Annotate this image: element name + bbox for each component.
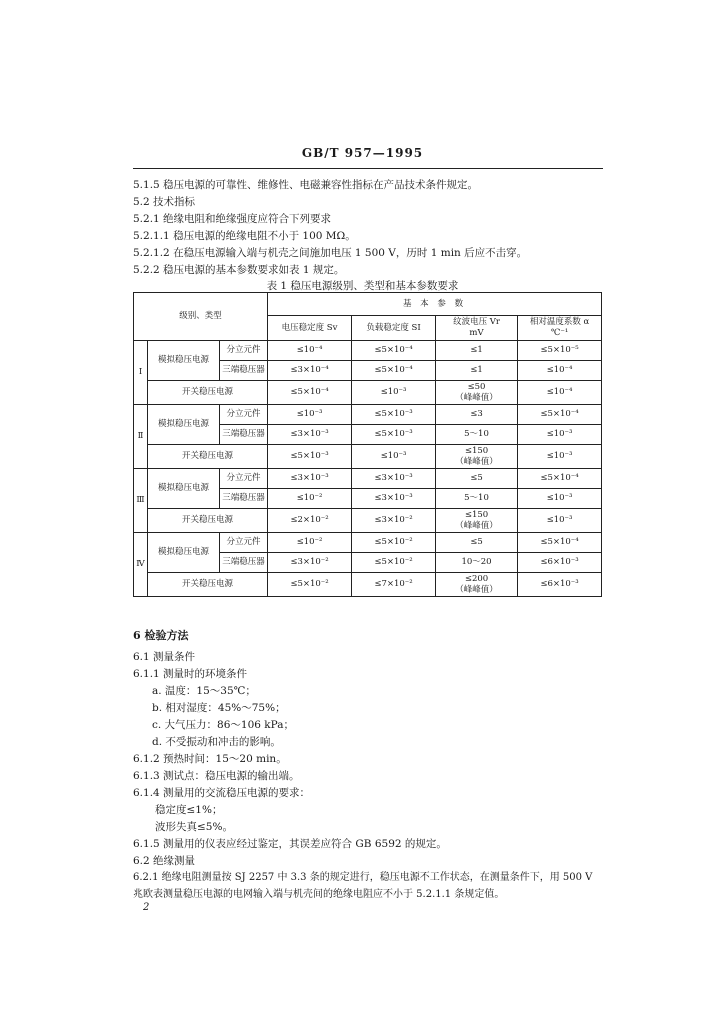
table-cell: ≤5	[436, 469, 518, 489]
table-cell: ≤5×10⁻⁴	[518, 405, 602, 425]
table-cell: 5～10	[436, 489, 518, 509]
clause-6-1-2: 6.1.2 预热时间：15～20 min。	[133, 753, 287, 765]
table-caption: 表 1 稳压电源级别、类型和基本参数要求	[266, 280, 459, 292]
table-cell: ≤5×10⁻⁴	[352, 361, 436, 381]
header-rule	[133, 168, 603, 169]
table-cell: ≤10⁻²	[268, 533, 352, 553]
clause-6-1-5: 6.1.5 测量用的仪表应经过鉴定，其误差应符合 GB 6592 的规定。	[133, 838, 447, 850]
table-cell: ≤5×10⁻³	[352, 425, 436, 445]
clause-6-1: 6.1 测量条件	[133, 651, 196, 663]
linear-label: 模拟稳压电源	[148, 533, 220, 573]
table-cell: ≤5×10⁻⁴	[518, 469, 602, 489]
grade-cell: Ⅲ	[134, 469, 148, 533]
clause-6-2-1-cont: 兆欧表测量稳压电源的电网输入端与机壳间的绝缘电阻应不小于 5.2.1.1 条规定值。	[133, 889, 505, 900]
table-cell: ≤3×10⁻²	[268, 553, 352, 573]
requirement-stability: 稳定度≤1%；	[155, 804, 223, 816]
table-cell: ≤10⁻³	[268, 405, 352, 425]
table-cell: ≤200 （峰峰值）	[436, 573, 518, 597]
switching-label: 开关稳压电源	[148, 509, 268, 533]
condition-a: a. 温度：15～35℃；	[152, 685, 256, 697]
table-cell: ≤10⁻⁴	[518, 361, 602, 381]
header-basic-params: 基 本 参 数	[268, 293, 602, 316]
table-cell: ≤5×10⁻⁴	[268, 381, 352, 405]
sub-discrete: 分立元件	[220, 405, 268, 425]
clause-5-2: 5.2 技术指标	[133, 196, 196, 208]
switching-label: 开关稳压电源	[148, 573, 268, 597]
table-cell: ≤5	[436, 533, 518, 553]
clause-6-1-3: 6.1.3 测试点：稳压电源的输出端。	[133, 770, 300, 782]
sub-three-terminal: 三端稳压器	[220, 425, 268, 445]
sub-three-terminal: 三端稳压器	[220, 361, 268, 381]
table-cell: ≤5×10⁻³	[268, 445, 352, 469]
section-6-title: 6 检验方法	[133, 629, 189, 642]
table-cell: ≤5×10⁻⁴	[352, 341, 436, 361]
clause-6-1-1: 6.1.1 测量时的环境条件	[133, 668, 248, 680]
table-cell: ≤10⁻³	[518, 425, 602, 445]
col-head-load-stability: 负载稳定度 SI	[352, 316, 436, 341]
table-cell: ≤10⁻³	[518, 445, 602, 469]
table-cell: ≤3×10⁻³	[268, 425, 352, 445]
linear-label: 模拟稳压电源	[148, 341, 220, 381]
requirement-distortion: 波形失真≤5%。	[155, 821, 233, 833]
table-cell: ≤10⁻³	[518, 509, 602, 533]
switching-label: 开关稳压电源	[148, 381, 268, 405]
linear-label: 模拟稳压电源	[148, 469, 220, 509]
table-cell: ≤5×10⁻⁵	[518, 341, 602, 361]
table-cell: ≤3×10⁻³	[268, 469, 352, 489]
table-cell: ≤10⁻³	[352, 381, 436, 405]
table-cell: ≤150 （峰峰值）	[436, 509, 518, 533]
page-number: 2	[143, 902, 150, 913]
standard-code-header: GB/T 957—1995	[301, 146, 424, 160]
table-cell: ≤10⁻⁴	[518, 381, 602, 405]
table-cell: ≤10⁻²	[268, 489, 352, 509]
clause-5-2-1-1: 5.2.1.1 稳压电源的绝缘电阻不小于 100 MΩ。	[133, 230, 356, 242]
table-cell: ≤10⁻³	[518, 489, 602, 509]
clause-6-1-4: 6.1.4 测量用的交流稳压电源的要求：	[133, 787, 311, 799]
table-cell: ≤10⁻³	[352, 445, 436, 469]
clause-5-2-2: 5.2.2 稳压电源的基本参数要求如表 1 规定。	[133, 264, 345, 276]
table-cell: ≤3×10⁻³	[352, 469, 436, 489]
col-head-ripple: 纹波电压 Vr mV	[436, 316, 518, 341]
table-cell: ≤3×10⁻²	[352, 509, 436, 533]
condition-c: c. 大气压力：86～106 kPa；	[152, 719, 295, 731]
grade-cell: I	[134, 341, 148, 405]
clause-6-2-1: 6.2.1 绝缘电阻测量按 SJ 2257 中 3.3 条的规定进行，稳压电源不工作状态，在测量条件下，用 500 V	[133, 872, 593, 883]
table-cell: ≤3×10⁻³	[352, 489, 436, 509]
table-cell: ≤5×10⁻²	[352, 533, 436, 553]
table-cell: ≤1	[436, 361, 518, 381]
clause-5-2-1-2: 5.2.1.2 在稳压电源输入端与机壳之间施加电压 1 500 V，历时 1 min 后应不击穿。	[133, 247, 528, 259]
linear-label: 模拟稳压电源	[148, 405, 220, 445]
table-cell: ≤5×10⁻³	[352, 405, 436, 425]
switching-label: 开关稳压电源	[148, 445, 268, 469]
table-cell: ≤3×10⁻⁴	[268, 361, 352, 381]
sub-discrete: 分立元件	[220, 341, 268, 361]
table-cell: ≤6×10⁻³	[518, 573, 602, 597]
table-cell: ≤10⁻⁴	[268, 341, 352, 361]
sub-discrete: 分立元件	[220, 469, 268, 489]
sub-discrete: 分立元件	[220, 533, 268, 553]
condition-b: b. 相对湿度：45%～75%；	[152, 702, 286, 714]
grade-cell: Ⅱ	[134, 405, 148, 469]
col-head-voltage-stability: 电压稳定度 Sv	[268, 316, 352, 341]
table-cell: ≤3	[436, 405, 518, 425]
clause-6-2: 6.2 绝缘测量	[133, 855, 196, 867]
table-cell: ≤1	[436, 341, 518, 361]
condition-d: d. 不受振动和冲击的影响。	[152, 736, 281, 748]
clause-5-1-5: 5.1.5 稳压电源的可靠性、维修性、电磁兼容性指标在产品技术条件规定。	[133, 179, 479, 191]
sub-three-terminal: 三端稳压器	[220, 553, 268, 573]
parameter-table	[133, 292, 602, 597]
table-cell: ≤150 （峰峰值）	[436, 445, 518, 469]
table-cell: 5～10	[436, 425, 518, 445]
table-cell: ≤5×10⁻²	[352, 553, 436, 573]
table-cell: ≤6×10⁻³	[518, 553, 602, 573]
table-cell: ≤2×10⁻²	[268, 509, 352, 533]
table-cell: ≤7×10⁻²	[352, 573, 436, 597]
table-cell: ≤50 （峰峰值）	[436, 381, 518, 405]
grade-cell: Ⅳ	[134, 533, 148, 597]
clause-5-2-1: 5.2.1 绝缘电阻和绝缘强度应符合下列要求	[133, 213, 332, 225]
sub-three-terminal: 三端稳压器	[220, 489, 268, 509]
table-cell: ≤5×10⁻²	[268, 573, 352, 597]
table-cell: ≤5×10⁻⁴	[518, 533, 602, 553]
header-category: 级别、类型	[134, 293, 268, 341]
col-head-temp-coeff: 相对温度系数 α ℃⁻¹	[518, 316, 602, 341]
table-cell: 10～20	[436, 553, 518, 573]
